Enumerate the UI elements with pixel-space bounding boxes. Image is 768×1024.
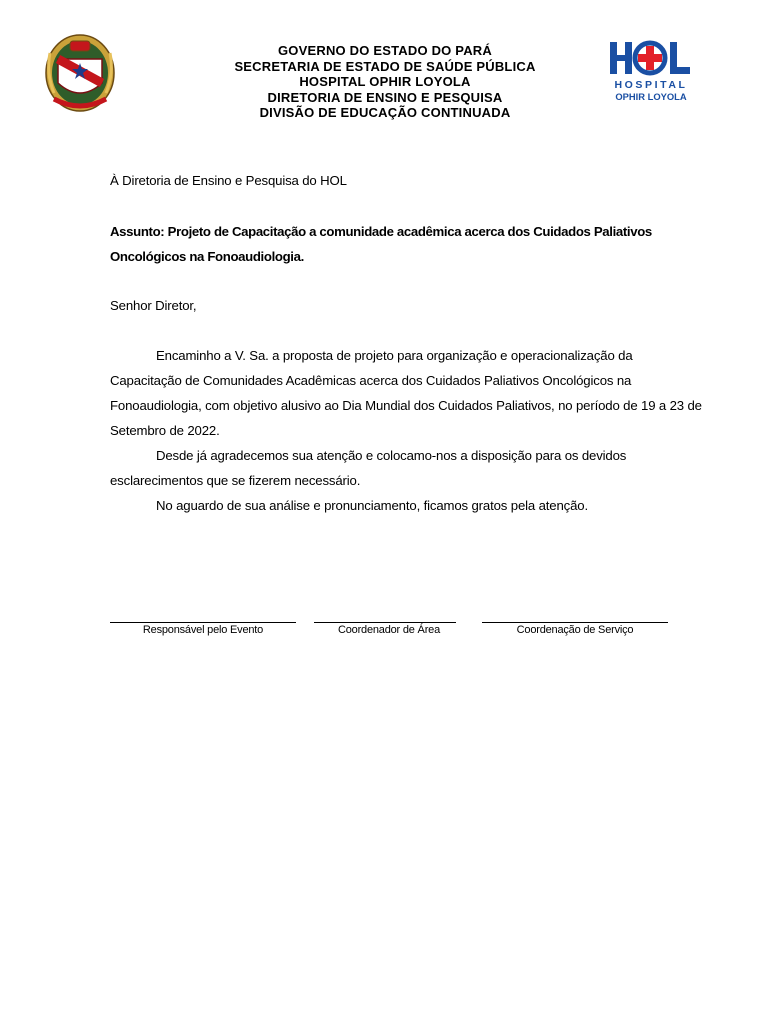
header-directorate: DIRETORIA DE ENSINO E PESQUISA (267, 89, 503, 105)
hol-logo-line2: OPHIR LOYOLA (615, 91, 687, 102)
salutation: Senhor Diretor, (110, 298, 197, 313)
signature-line-service (482, 622, 668, 623)
subject-line-1: Assunto: Projeto de Capacitação a comunidade acadêmica acerca dos Cuidados Paliativos (110, 224, 652, 239)
signature-line-event (110, 622, 296, 623)
body-line-3: Fonoaudiologia, com objetivo alusivo ao Dia Mundial dos Cuidados Paliativos, no período de 19 a 23 de (110, 398, 702, 413)
signature-line-area (314, 622, 456, 623)
signature-label-event: Responsável pelo Evento (142, 624, 264, 636)
body-line-7: No aguardo de sua análise e pronunciamento, ficamos gratos pela atenção. (156, 498, 588, 513)
body-line-6: esclarecimentos que se fizerem necessário. (110, 473, 361, 488)
body-line-2: Capacitação de Comunidades Acadêmicas acerca dos Cuidados Paliativos Oncológicos na (110, 373, 632, 388)
signature-label-service: Coordenação de Serviço (516, 624, 634, 636)
para-state-seal-icon (44, 33, 116, 113)
body-line-1: Encaminho a V. Sa. a proposta de projeto para organização e operacionalização da (156, 348, 633, 363)
document-header (190, 43, 580, 121)
header-government: GOVERNO DO ESTADO DO PARÁ (278, 43, 492, 58)
subject-line-2: Oncológicos na Fonoaudiologia. (110, 249, 304, 264)
signature-label-area: Coordenador de Área (338, 624, 440, 636)
body-line-5: Desde já agradecemos sua atenção e colocamo-nos a disposição para os devidos (156, 448, 627, 463)
header-hospital: HOSPITAL OPHIR LOYOLA (299, 74, 471, 89)
hol-logo-icon (606, 40, 696, 104)
addressee: À Diretoria de Ensino e Pesquisa do HOL (110, 173, 347, 188)
header-secretariat: SECRETARIA DE ESTADO DE SAÚDE PÚBLICA (234, 58, 536, 74)
hol-logo-line1: HOSPITAL (614, 79, 688, 91)
header-division: DIVISÃO DE EDUCAÇÃO CONTINUADA (259, 105, 511, 120)
body-line-4: Setembro de 2022. (110, 423, 220, 438)
